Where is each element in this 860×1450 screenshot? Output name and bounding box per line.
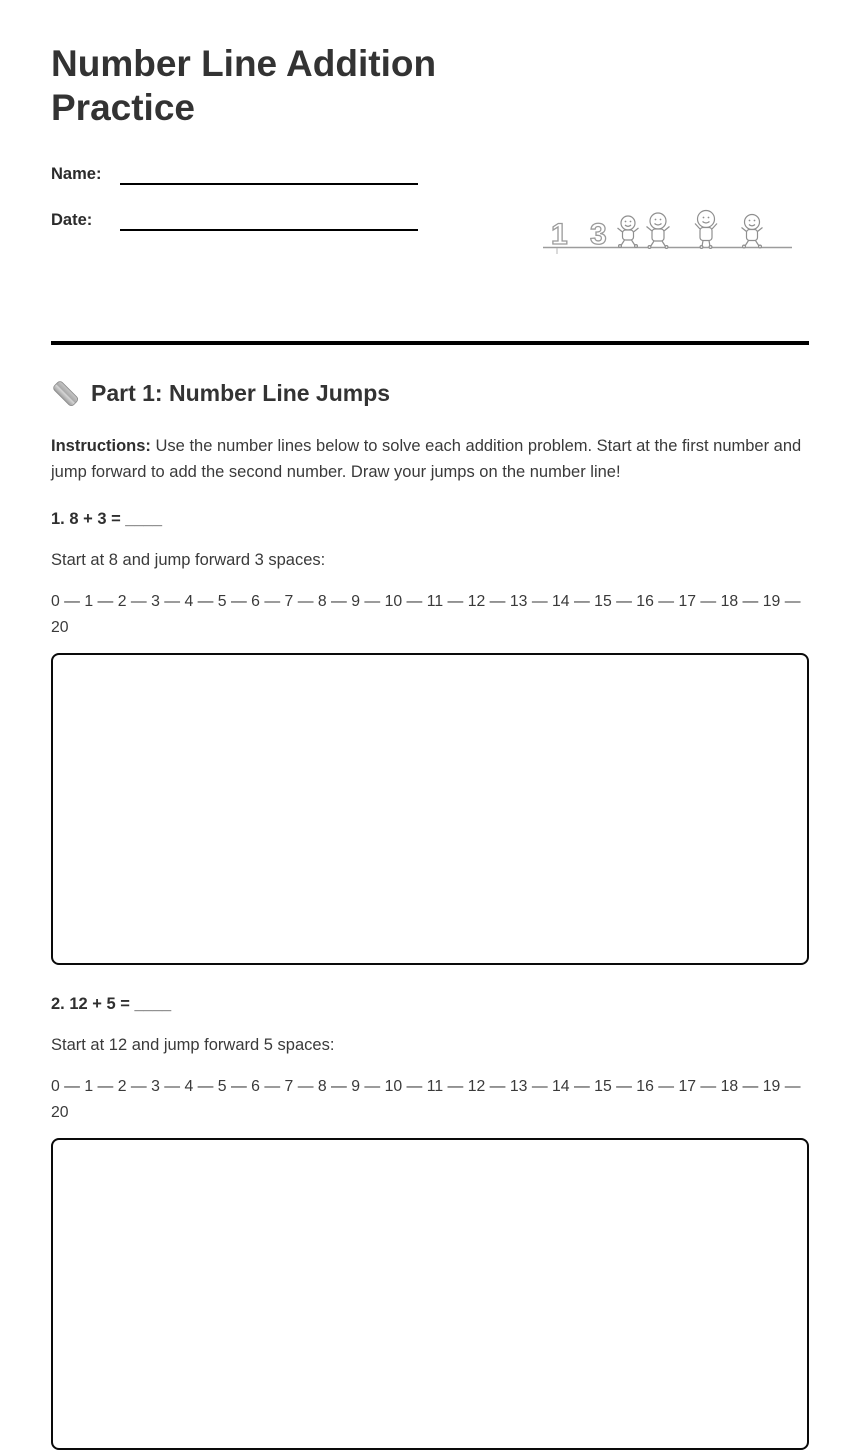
problem-1-hint: Start at 8 and jump forward 3 spaces: (51, 550, 326, 569)
pencil-icon (51, 380, 81, 408)
problem-2-drawing-box (51, 1138, 809, 1450)
date-blank-line (120, 209, 418, 231)
problem-2-number-line: 0 — 1 — 2 — 3 — 4 — 5 — 6 — 7 — 8 — 9 — 10 — 11 — 12 — 13 — 14 — 15 — 16 — 17 — 18 — 19 — 20 (51, 1077, 801, 1121)
date-label: Date: (51, 210, 93, 229)
illustration-digit-3: 3 (590, 218, 607, 251)
number-line-kids-illustration (540, 208, 796, 256)
doodle-kid-icon (618, 216, 639, 247)
instructions-text: Use the number lines below to solve each addition problem. Start at the first number and jump forward to add the second number. Draw your jumps on the number line! (51, 436, 802, 481)
doodle-kid-icon (647, 213, 670, 248)
name-blank-line (120, 163, 418, 185)
document-body (0, 42, 860, 1450)
part-1-heading-text: Part 1: Number Line Jumps (91, 379, 391, 406)
worksheet-page (0, 42, 860, 1203)
name-label: Name: (51, 164, 102, 183)
illustration-digit-1: 1 (551, 218, 568, 251)
problem-1-number-line: 0 — 1 — 2 — 3 — 4 — 5 — 6 — 7 — 8 — 9 — 10 — 11 — 12 — 13 — 14 — 15 — 16 — 17 — 18 — 19 — 20 (51, 592, 801, 636)
page-title: Number Line Addition Practice (51, 43, 437, 129)
problem-2-hint: Start at 12 and jump forward 5 spaces: (51, 1035, 335, 1054)
problem-1-title: 1. 8 + 3 = ____ (51, 509, 163, 528)
doodle-kid-icon (742, 215, 763, 248)
problem-1-drawing-box (51, 653, 809, 965)
instructions-paragraph (51, 433, 809, 485)
problem-2-title: 2. 12 + 5 = ____ (51, 994, 172, 1013)
name-field-row (51, 161, 809, 185)
instructions-label: Instructions: (51, 436, 151, 455)
part-1-heading (51, 379, 809, 409)
section-divider (51, 341, 809, 345)
doodle-kid-icon (695, 211, 717, 249)
